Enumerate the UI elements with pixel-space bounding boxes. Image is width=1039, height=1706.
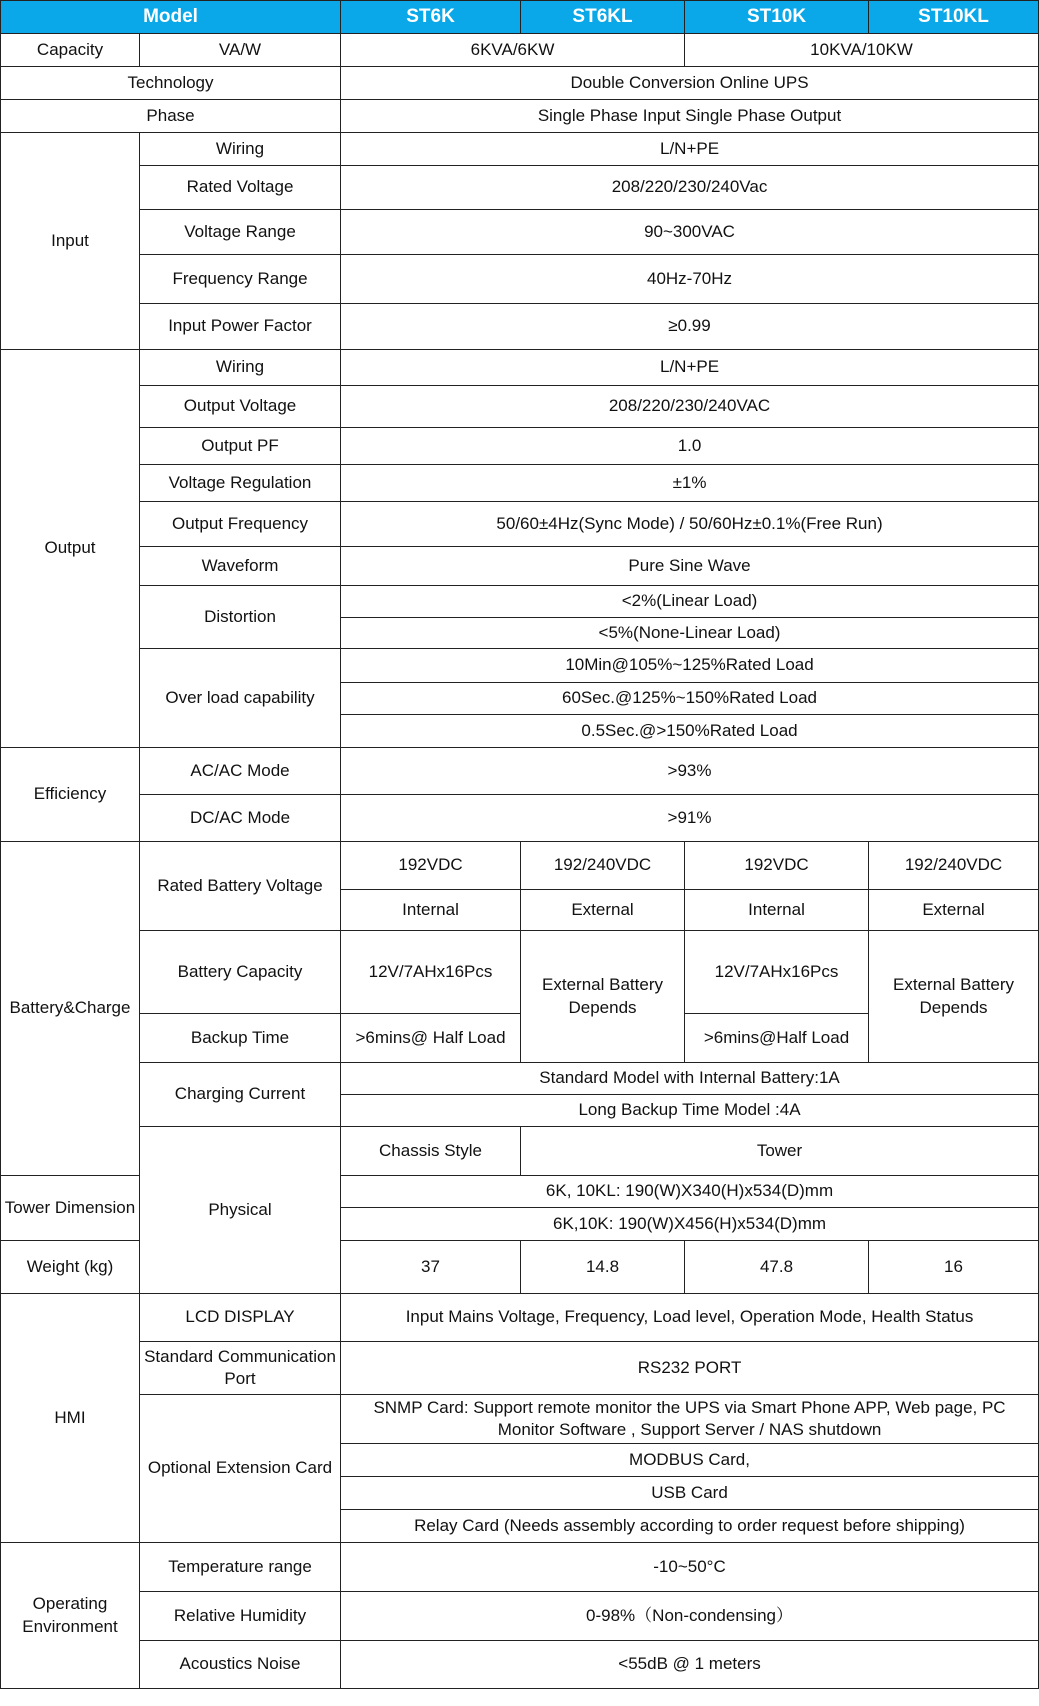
spec-value: External (521, 890, 685, 931)
table-row (1, 931, 1039, 1014)
spec-value: Input Mains Voltage, Frequency, Load level, Operation Mode, Health Status (341, 1294, 1039, 1342)
spec-value: 90~300VAC (341, 210, 1039, 255)
spec-label: Frequency Range (140, 255, 341, 304)
spec-value: Standard Model with Internal Battery:1A (341, 1063, 1039, 1095)
spec-label: Relative Humidity (140, 1592, 341, 1641)
table-row (1, 255, 1039, 304)
spec-label: Waveform (140, 547, 341, 586)
header-st10kl: ST10KL (869, 1, 1039, 34)
spec-label: Output Voltage (140, 386, 341, 428)
spec-value: <2%(Linear Load) (341, 586, 1039, 618)
spec-label: LCD DISPLAY (140, 1294, 341, 1342)
spec-value: >6mins@ Half Load (341, 1014, 521, 1063)
table-row (1, 547, 1039, 586)
table-row (1, 1294, 1039, 1342)
group-physical: Physical (140, 1127, 341, 1294)
table-row (1, 649, 1039, 683)
spec-value: 192/240VDC (869, 842, 1039, 890)
spec-label: Output Frequency (140, 502, 341, 547)
table-row (1, 502, 1039, 547)
spec-value: Long Backup Time Model :4A (341, 1095, 1039, 1127)
capacity-label: Capacity (1, 34, 140, 67)
table-row (1, 304, 1039, 350)
spec-label: Battery Capacity (140, 931, 341, 1014)
spec-value: >93% (341, 748, 1039, 795)
spec-value: Tower (521, 1127, 1039, 1176)
spec-value: 47.8 (685, 1241, 869, 1294)
capacity-6k: 6KVA/6KW (341, 34, 685, 67)
table-row (1, 34, 1039, 67)
spec-label: Chassis Style (341, 1127, 521, 1176)
table-row (1, 1543, 1039, 1592)
spec-value: External Battery Depends (521, 931, 685, 1063)
table-row (1, 842, 1039, 890)
spec-value: Internal (685, 890, 869, 931)
header-st6k: ST6K (341, 1, 521, 34)
spec-label: Weight (kg) (1, 1241, 140, 1294)
table-row (1, 795, 1039, 842)
spec-value: 14.8 (521, 1241, 685, 1294)
spec-label: Wiring (140, 133, 341, 166)
table-row (1, 1063, 1039, 1095)
table-row (1, 133, 1039, 166)
spec-value: 208/220/230/240VAC (341, 386, 1039, 428)
header-row (1, 1, 1039, 34)
table-row (1, 166, 1039, 210)
spec-value: USB Card (341, 1477, 1039, 1510)
table-row (1, 428, 1039, 465)
spec-value: 16 (869, 1241, 1039, 1294)
spec-value: L/N+PE (341, 350, 1039, 386)
spec-value: 1.0 (341, 428, 1039, 465)
spec-value: 208/220/230/240Vac (341, 166, 1039, 210)
spec-value: 6K,10K: 190(W)X456(H)x534(D)mm (341, 1208, 1039, 1241)
spec-value: L/N+PE (341, 133, 1039, 166)
header-st6kl: ST6KL (521, 1, 685, 34)
spec-value: 10Min@105%~125%Rated Load (341, 649, 1039, 683)
spec-value: >6mins@Half Load (685, 1014, 869, 1063)
technology-label: Technology (1, 67, 341, 100)
spec-label: Tower Dimension (1, 1176, 140, 1241)
table-row (1, 210, 1039, 255)
group-efficiency: Efficiency (1, 748, 140, 842)
spec-value: 12V/7AHx16Pcs (341, 931, 521, 1014)
spec-label: Wiring (140, 350, 341, 386)
spec-value: 50/60±4Hz(Sync Mode) / 50/60Hz±0.1%(Free Run) (341, 502, 1039, 547)
spec-label: Temperature range (140, 1543, 341, 1592)
table-row (1, 67, 1039, 100)
table-row (1, 1641, 1039, 1689)
spec-value: Pure Sine Wave (341, 547, 1039, 586)
header-st10k: ST10K (685, 1, 869, 34)
spec-value: 0.5Sec.@>150%Rated Load (341, 715, 1039, 748)
table-row (1, 386, 1039, 428)
spec-label: Input Power Factor (140, 304, 341, 350)
table-row (1, 748, 1039, 795)
spec-value: 37 (341, 1241, 521, 1294)
spec-value: 40Hz-70Hz (341, 255, 1039, 304)
group-environment: Operating Environment (1, 1543, 140, 1689)
spec-value: ≥0.99 (341, 304, 1039, 350)
spec-label: Voltage Range (140, 210, 341, 255)
spec-label: Acoustics Noise (140, 1641, 341, 1689)
table-row (1, 465, 1039, 502)
spec-label: Rated Battery Voltage (140, 842, 341, 931)
spec-value: Internal (341, 890, 521, 931)
spec-value: MODBUS Card, (341, 1444, 1039, 1477)
phase-value: Single Phase Input Single Phase Output (341, 100, 1039, 133)
spec-label: Standard Communication Port (140, 1342, 341, 1395)
spec-value: 0-98%（Non-condensing） (341, 1592, 1039, 1641)
phase-label: Phase (1, 100, 341, 133)
spec-label: AC/AC Mode (140, 748, 341, 795)
group-input: Input (1, 133, 140, 350)
spec-value: <55dB @ 1 meters (341, 1641, 1039, 1689)
spec-label: Distortion (140, 586, 341, 649)
spec-value: -10~50°C (341, 1543, 1039, 1592)
spec-value: 6K, 10KL: 190(W)X340(H)x534(D)mm (341, 1176, 1039, 1208)
spec-value: 192/240VDC (521, 842, 685, 890)
spec-value: Relay Card (Needs assembly according to order request before shipping) (341, 1510, 1039, 1543)
spec-value: ±1% (341, 465, 1039, 502)
spec-value: External (869, 890, 1039, 931)
table-row (1, 586, 1039, 618)
spec-value: >91% (341, 795, 1039, 842)
capacity-unit: VA/W (140, 34, 341, 67)
table-row (1, 100, 1039, 133)
spec-value: <5%(None-Linear Load) (341, 618, 1039, 649)
spec-label: Over load capability (140, 649, 341, 748)
spec-value: 60Sec.@125%~150%Rated Load (341, 683, 1039, 715)
group-hmi: HMI (1, 1294, 140, 1543)
spec-value: RS232 PORT (341, 1342, 1039, 1395)
spec-label: Rated Voltage (140, 166, 341, 210)
spec-value: 12V/7AHx16Pcs (685, 931, 869, 1014)
spec-label: Optional Extension Card (140, 1395, 341, 1543)
group-battery: Battery&Charge (1, 842, 140, 1176)
table-row (1, 1342, 1039, 1395)
capacity-10k: 10KVA/10KW (685, 34, 1039, 67)
table-row (1, 1395, 1039, 1444)
header-model: Model (1, 1, 341, 34)
table-row (1, 1592, 1039, 1641)
spec-label: Voltage Regulation (140, 465, 341, 502)
spec-value: 192VDC (341, 842, 521, 890)
technology-value: Double Conversion Online UPS (341, 67, 1039, 100)
spec-value: External Battery Depends (869, 931, 1039, 1063)
spec-label: DC/AC Mode (140, 795, 341, 842)
spec-value: 192VDC (685, 842, 869, 890)
spec-label: Output PF (140, 428, 341, 465)
spec-value: SNMP Card: Support remote monitor the UPS via Smart Phone APP, Web page, PC Monitor Software , Support Server / NAS shutdown (341, 1395, 1039, 1444)
spec-label: Charging Current (140, 1063, 341, 1127)
group-output: Output (1, 350, 140, 748)
table-row (1, 350, 1039, 386)
table-row (1, 1127, 1039, 1176)
spec-label: Backup Time (140, 1014, 341, 1063)
